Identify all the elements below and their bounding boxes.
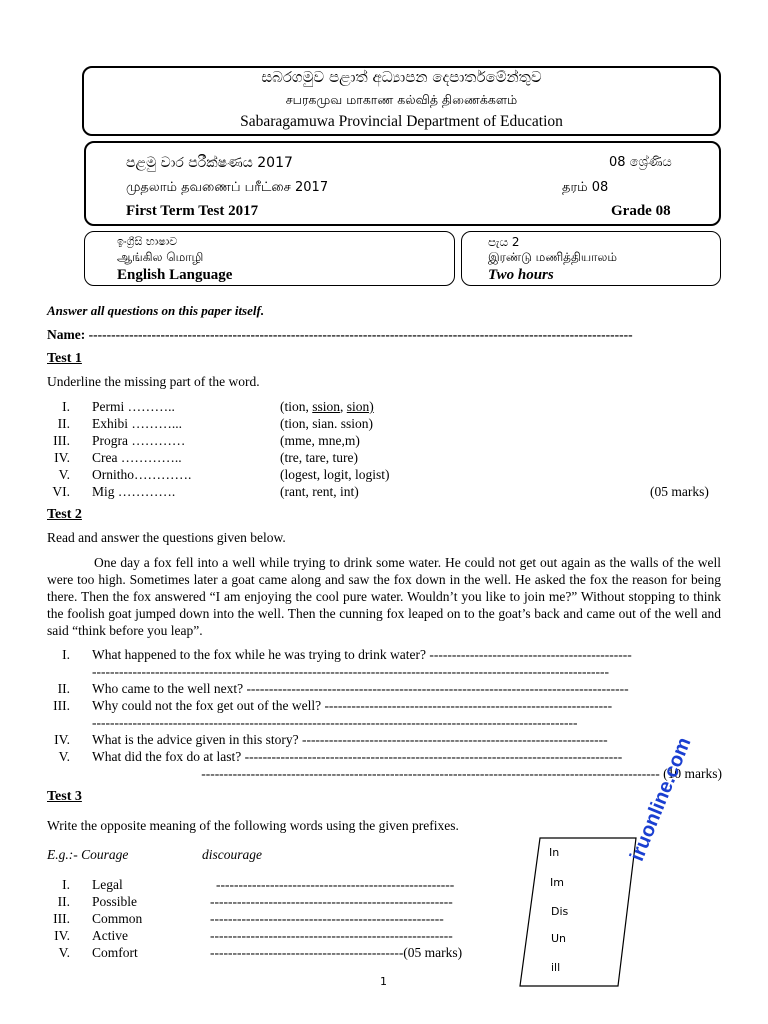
sinhala-subject: ඉංග්‍රීසි භාෂාව (117, 235, 178, 248)
sinhala-department: සබරගමුව පළාත් අධ්‍යාපන දෙපාර්තමේන්තුව (261, 68, 542, 86)
list-item: II. Possible ------------------------------------------------------ (57, 894, 453, 909)
list-item: I. Permi ……….. (tion, ssion, sion) (62, 399, 374, 414)
test3-list (40, 876, 500, 966)
english-department: Sabaragamuwa Provincial Department of Education (240, 113, 563, 130)
general-instructions: Answer all questions on this paper itself. (47, 303, 265, 318)
test1-instruction: Underline the missing part of the word. (47, 374, 260, 389)
sinhala-grade: 08 ශ්‍රේණිය (609, 155, 672, 170)
english-test-title: First Term Test 2017 (126, 203, 259, 219)
test3-title: Test 3 (47, 789, 82, 804)
list-item: V. Comfort -------------------------------------------(05 marks) (58, 945, 463, 960)
page-number: 1 (380, 975, 387, 988)
list-item: III. Progra ………… (mme, mne,m) (53, 433, 360, 448)
list-item: II. Who came to the well next? ------------------------------------------------------------------------------------- (57, 681, 629, 696)
prefix-im: Im (550, 876, 564, 889)
tamil-department: சபரகமுவ மாகாண கல்வித் திணைக்களம் (285, 92, 518, 107)
prefix-dis: Dis (551, 905, 569, 918)
test3-example-answer: discourage (202, 847, 262, 862)
header-test-box (84, 141, 721, 226)
name-field[interactable]: Name: ------------------------------------------------------------------------------------------------------------------------- (47, 327, 633, 342)
list-item: IV. Active ------------------------------------------------------ (54, 928, 453, 943)
list-item: V. What did the fox do at last? ------------------------------------------------------------------------------------ (58, 749, 623, 764)
list-item: III. Why could not the fox get out of the well? ---------------------------------------------------------------- (53, 698, 613, 713)
list-item: IV. What is the advice given in this story? -------------------------------------------------------------------- (54, 732, 608, 747)
test1-marks: (05 marks) (650, 484, 709, 499)
list-item: VI. Mig …………. (rant, rent, int) (05 marks) (52, 484, 709, 499)
prefix-in: In (549, 846, 560, 859)
list-item: I. What happened to the fox while he was trying to drink water? --------------------------------------------- (62, 647, 632, 662)
prefix-un: Un (551, 932, 567, 945)
test2-instruction: Read and answer the questions given below. (47, 530, 286, 545)
sinhala-test-title: පළමු වාර පරීක්ෂණය 2017 (126, 155, 293, 171)
tamil-subject: ஆங்கில மொழி (117, 250, 204, 264)
prefix-box (518, 836, 638, 988)
test3-example-label: E.g.:- Courage (47, 847, 129, 862)
list-item: IV. Crea ………….. (tre, tare, ture) (54, 450, 358, 465)
answer-line[interactable]: ------------------------------------------------------------------------------------------------------ (10 marks) (201, 766, 722, 781)
prefix-ill: ill (551, 961, 561, 974)
answer-line[interactable]: ------------------------------------------------------------------------------------------------------------------- (92, 664, 609, 679)
english-grade: Grade 08 (611, 203, 671, 219)
test2-title: Test 2 (47, 507, 82, 522)
header-subject-box (84, 231, 455, 286)
header-time-box (461, 231, 721, 286)
test3-instruction: Write the opposite meaning of the following words using the given prefixes. (47, 818, 459, 833)
answer-line[interactable]: ------------------------------------------------------------------------------------------------------------ (92, 715, 578, 730)
tamil-grade: தரம் 08 (562, 180, 609, 195)
watermark-logo: iruonline.com (626, 734, 696, 865)
sinhala-time: පැය 2 (488, 235, 520, 249)
header-department-box (82, 66, 721, 136)
list-item: III. Common ---------------------------------------------------- (53, 911, 444, 926)
list-item: I. Legal ----------------------------------------------------- (62, 877, 455, 892)
test2-questions (40, 646, 730, 781)
tamil-test-title: முதலாம் தவணைப் பரீட்சை 2017 (126, 180, 329, 195)
list-item: II. Exhibi ………... (tion, sian. ssion) (57, 416, 373, 431)
test1-list (40, 398, 730, 503)
test2-passage: One day a fox fell into a well while trying to drink some water. He could not get out again as the walls of the well were too high. Sometimes later a goat came along and saw the fox down in the well. He asked the fox the reason for being there. Then the fox answered “I am enjoying the cool pure water. Wouldn’t you like to join me?” Without stopping to think the foolish goat jumped down into the well. Then the cunning fox leaped on to the goat’s back and came out of the well and said “think before you leap”. (47, 555, 721, 638)
list-item: V. Ornitho…………. (logest, logit, logist) (58, 467, 390, 482)
english-time: Two hours (488, 267, 554, 283)
english-subject: English Language (117, 267, 233, 283)
test1-options: (tion, ssion, sion) (280, 399, 374, 414)
tamil-time: இரண்டு மணித்தியாலம் (488, 250, 617, 264)
test1-title: Test 1 (47, 351, 82, 366)
